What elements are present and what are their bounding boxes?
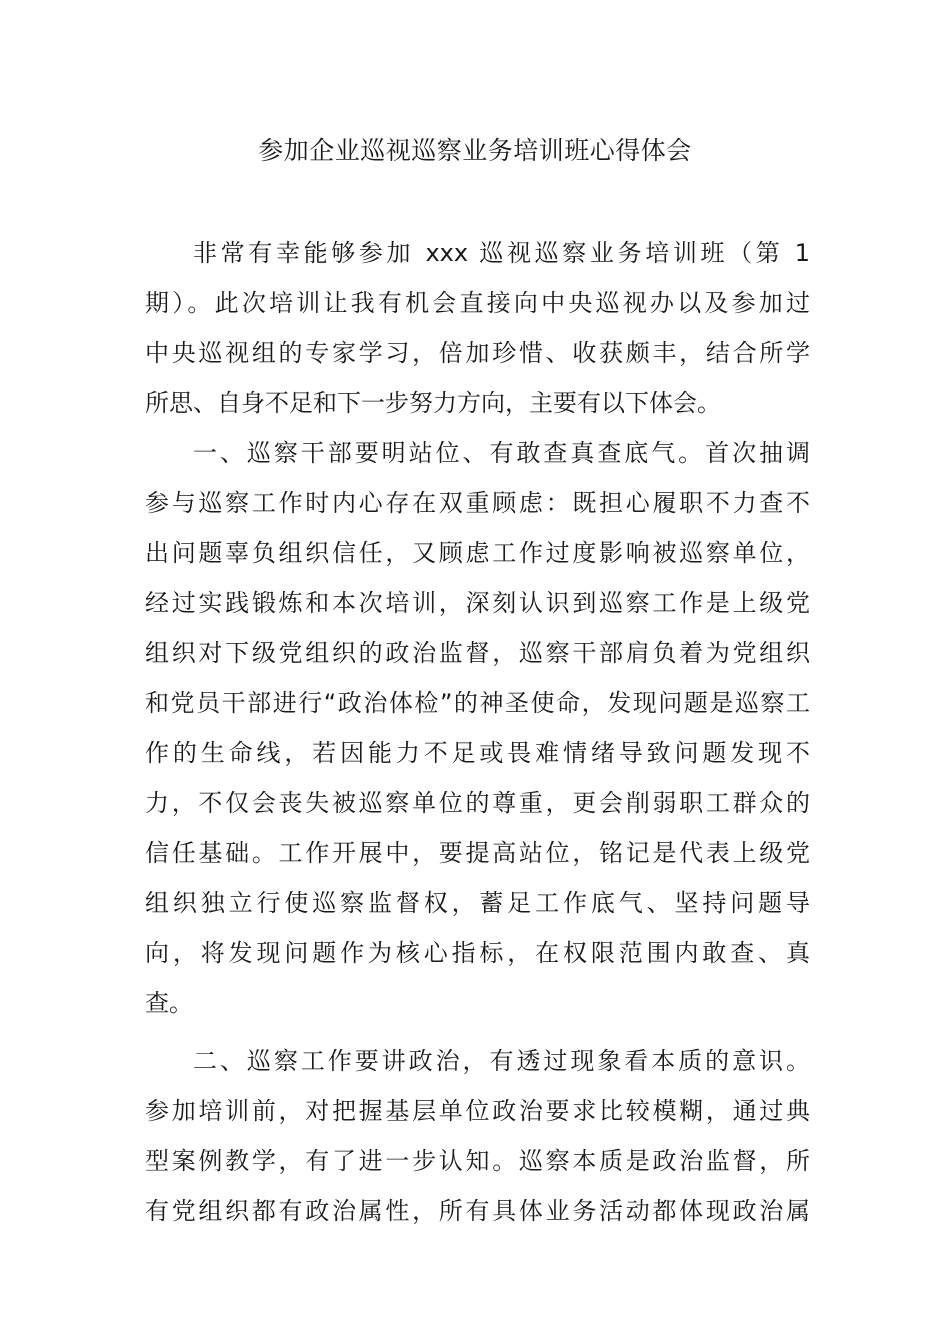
paragraph-line: 非常有幸能够参加 xxx 巡视巡察业务培训班（第 1 [193,239,810,267]
paragraph-line: 型案例教学，有了进一步认知。巡察本质是政治监督，所 [145,1147,810,1175]
paragraph-line: 所思、自身不足和下一步努力方向，主要有以下体会。 [145,389,721,417]
paragraph-line: 经过实践锻炼和本次培训，深刻认识到巡察工作是上级党 [145,589,810,617]
paragraph-line: 参与巡察工作时内心存在双重顾虑：既担心履职不力查不 [145,489,810,517]
paragraph-line: 作的生命线，若因能力不足或畏难情绪导致问题发现不 [145,739,810,767]
paragraph-line: 力，不仅会丧失被巡察单位的尊重，更会削弱职工群众的 [145,789,810,817]
paragraph-line: 向，将发现问题作为核心指标，在权限范围内敢查、真 [145,939,810,967]
paragraph-line: 有党组织都有政治属性，所有具体业务活动都体现政治属 [145,1197,810,1225]
paragraph-line: 组织对下级党组织的政治监督，巡察干部肩负着为党组织 [145,639,810,667]
paragraph-line: 一、巡察干部要明站位、有敢查真查底气。首次抽调 [193,439,810,467]
paragraph-line: 参加培训前，对把握基层单位政治要求比较模糊，通过典 [145,1097,810,1125]
paragraph-line: 出问题辜负组织信任，又顾虑工作过度影响被巡察单位， [145,539,810,567]
paragraph-line: 组织独立行使巡察监督权，蓄足工作底气、坚持问题导 [145,889,810,917]
document-body [145,228,810,1236]
document-title: 参加企业巡视巡察业务培训班心得体会 [258,136,692,165]
paragraph-line: 二、巡察工作要讲政治，有透过现象看本质的意识。 [193,1047,810,1075]
paragraph-line: 查。 [145,989,193,1017]
paragraph-gap [145,1028,810,1036]
paragraph-line: 信任基础。工作开展中，要提高站位，铭记是代表上级党 [145,839,810,867]
paragraph-line: 和党员干部进行“政治体检”的神圣使命，发现问题是巡察工 [145,689,810,717]
paragraph-line: 中央巡视组的专家学习，倍加珍惜、收获颇丰，结合所学 [145,339,810,367]
paragraph-line: 期）。此次培训让我有机会直接向中央巡视办以及参加过 [145,289,810,317]
